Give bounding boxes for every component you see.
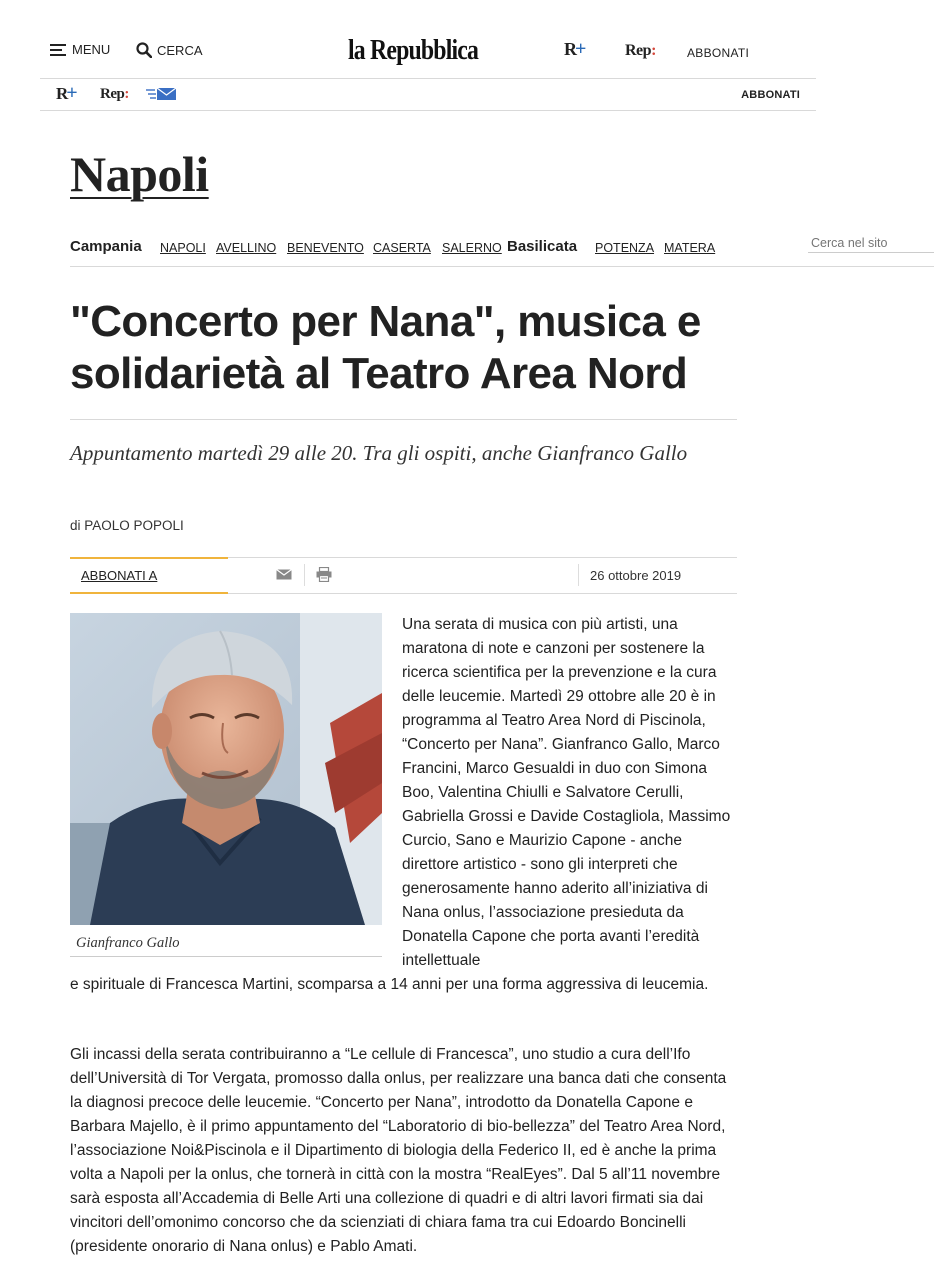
rep-colon: : bbox=[651, 42, 656, 59]
nav-link-matera[interactable]: MATERA bbox=[664, 241, 716, 255]
rplus-sub-label: R bbox=[56, 84, 69, 103]
nav-divider bbox=[70, 266, 934, 267]
section-title[interactable]: Napoli bbox=[70, 146, 209, 202]
region-basilicata: Basilicata bbox=[507, 238, 578, 255]
photo-caption bbox=[70, 929, 382, 957]
nav-link-benevento[interactable]: BENEVENTO bbox=[287, 241, 364, 255]
abbonati-sub-link[interactable]: ABBONATI bbox=[741, 89, 800, 101]
accent-line-top bbox=[70, 557, 228, 559]
date-separator bbox=[578, 564, 579, 586]
article-paragraph-2: Gli incassi della serata contribuiranno a “Le cellule di Francesca”, uno studio a cura dell’Ifo dell’Università di Tor Vergata, promosso dalla onlus, per realizzare una banca dati che consenta la diagnosi precoce delle leucemie. “Concerto per Nana”, introdotto da Donatella Capone e Barbara Majello, è il primo appuntamento del “Laboratorio di bio-bellezza” del Teatro Area Nord, l’associazione Noi&Piscinola e il Dipartimento di biologia della Federico II, ed è anche la prima volta a Napoli per la onlus, che tornerà in città con la mostra “RealEyes”. Dal 5 all’11 novembre sarà esposta all’Accademia di Belle Arti una collezione di quadri e di altri lavori firmati sia dai vincitori dell’omonimo concorso che da scienziati di chiara fama tra cui Edoardo Boncinelli (presidente onorario di Nana onlus) e Pablo Amati. bbox=[70, 1046, 727, 1255]
share-bar bbox=[70, 557, 737, 594]
hamburger-icon bbox=[50, 44, 66, 56]
rep-label: Rep bbox=[625, 42, 652, 59]
rplus-label: R bbox=[564, 39, 577, 59]
rep-sub-label: Rep bbox=[100, 86, 125, 102]
nav-link-potenza[interactable]: POTENZA bbox=[595, 241, 655, 255]
rplus-sub-link[interactable] bbox=[56, 82, 78, 105]
rep-sub-colon: : bbox=[124, 86, 129, 102]
search-button[interactable] bbox=[136, 42, 203, 58]
mail-icon[interactable] bbox=[276, 569, 292, 580]
nav-link-caserta[interactable]: CASERTA bbox=[373, 241, 431, 255]
print-icon[interactable] bbox=[316, 567, 332, 582]
article-byline: di PAOLO POPOLI bbox=[70, 518, 184, 533]
headline-divider bbox=[70, 419, 737, 420]
newsletter-icon[interactable] bbox=[146, 87, 176, 101]
plus-sub-icon: + bbox=[66, 82, 78, 104]
menu-button[interactable] bbox=[50, 42, 110, 57]
region-campania: Campania bbox=[70, 238, 142, 255]
top-header bbox=[40, 34, 816, 79]
article-summary: Appuntamento martedì 29 alle 20. Tra gli ospiti, anche Gianfranco Gallo bbox=[70, 441, 688, 465]
abbonati-a-link[interactable]: ABBONATI A bbox=[81, 568, 158, 583]
article-paragraph-1-wrapped: Una serata di musica con più artisti, una maratona di note e canzoni per sostenere la ricerca scientifica per la prevenzione e la cura delle leucemie. Martedì 29 ottobre alle 20 è in programma al Teatro Area Nord di Piscinola, “Concerto per Nana”. Gianfranco Gallo, Marco Francini, Marco Gesualdi in duo con Simona Boo, Valentina Chiulli e Salvatore Cerulli, Gabriella Grossi e Davide Costagliola, Massimo Curcio, Sano e Maurizio Capone - anche direttore artistico - sono gli interpreti che generosamente hanno aderito all’iniziativa di Nana onlus, l’associazione presieduta da Donatella Capone che porta avanti l’eredità intellettuale bbox=[402, 616, 731, 969]
nav-link-salerno[interactable]: SALERNO bbox=[442, 241, 502, 255]
plus-icon: + bbox=[575, 38, 587, 60]
abbonati-top-link[interactable]: ABBONATI bbox=[687, 46, 750, 60]
local-nav bbox=[70, 236, 934, 266]
rplus-link[interactable] bbox=[564, 38, 586, 61]
portrait-illustration bbox=[70, 613, 382, 925]
article-paragraph-1-continued: e spirituale di Francesca Martini, scomparsa a 14 anni per una forma aggressiva di leucemia. bbox=[70, 976, 709, 993]
search-icon bbox=[136, 42, 152, 58]
rep-link[interactable] bbox=[625, 42, 656, 60]
menu-label: MENU bbox=[72, 42, 111, 57]
nav-link-napoli[interactable]: NAPOLI bbox=[160, 241, 206, 255]
sub-header bbox=[40, 79, 816, 111]
nav-link-avellino[interactable]: AVELLINO bbox=[216, 241, 277, 255]
accent-line-bottom bbox=[70, 592, 228, 594]
rep-sub-link[interactable] bbox=[100, 86, 129, 103]
search-label: CERCA bbox=[157, 42, 203, 58]
photo-caption-text: Gianfranco Gallo bbox=[76, 935, 180, 951]
site-search-input[interactable] bbox=[808, 234, 934, 253]
share-separator bbox=[304, 564, 305, 586]
article-headline: "Concerto per Nana", musica e solidarietà al Teatro Area Nord bbox=[70, 297, 701, 398]
site-logo[interactable]: la Repubblica bbox=[348, 34, 479, 66]
publish-date: 26 ottobre 2019 bbox=[590, 568, 682, 583]
article-photo bbox=[70, 613, 382, 925]
